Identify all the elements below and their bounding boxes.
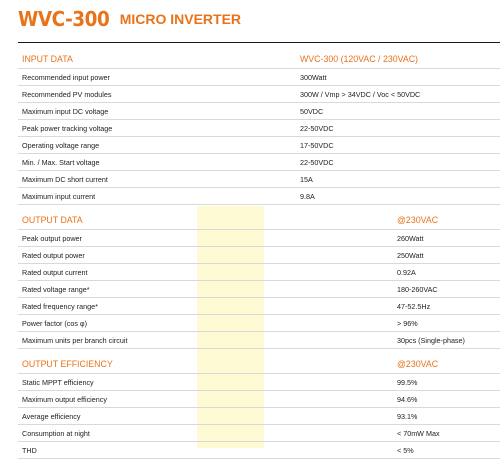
row-value: 50VDC bbox=[300, 106, 324, 116]
section-title: OUTPUT EFFICIENCY bbox=[22, 359, 113, 369]
table-row bbox=[18, 171, 500, 188]
table-row bbox=[18, 103, 500, 120]
table-row bbox=[18, 425, 500, 442]
row-label: Static MPPT efficiency bbox=[22, 377, 94, 387]
column-header: @230VAC bbox=[397, 215, 439, 225]
row-value: 17-50VDC bbox=[300, 140, 334, 150]
row-label: Power factor (cos φ) bbox=[22, 318, 87, 328]
row-label: Min. / Max. Start voltage bbox=[22, 157, 100, 167]
row-value: 22-50VDC bbox=[300, 123, 334, 133]
row-value: 47-52.5Hz bbox=[397, 301, 431, 311]
table-row bbox=[18, 374, 500, 391]
column-header: @230VAC bbox=[397, 359, 439, 369]
title-divider bbox=[18, 42, 500, 43]
row-label: Rated output current bbox=[22, 267, 88, 277]
section-title: OUTPUT DATA bbox=[22, 215, 83, 225]
row-label: Average efficiency bbox=[22, 411, 81, 421]
row-value: < 70mW Max bbox=[397, 428, 440, 438]
row-label: Rated voltage range* bbox=[22, 284, 90, 294]
row-value: 94.6% bbox=[397, 394, 418, 404]
table-row bbox=[18, 442, 500, 459]
table-row bbox=[18, 69, 500, 86]
row-value: 22-50VDC bbox=[300, 157, 334, 167]
row-label: Maximum output efficiency bbox=[22, 394, 107, 404]
table-row bbox=[18, 298, 500, 315]
table-row bbox=[18, 137, 500, 154]
table-row bbox=[18, 264, 500, 281]
row-value: 99.5% bbox=[397, 377, 418, 387]
product-type: MICRO INVERTER bbox=[119, 11, 242, 27]
efficiency-section-header bbox=[18, 355, 500, 374]
row-label: Maximum input current bbox=[22, 191, 96, 201]
row-value: 30pcs (Single-phase) bbox=[397, 335, 465, 345]
table-row bbox=[18, 120, 500, 137]
row-value: 300Watt bbox=[300, 72, 327, 82]
row-value: 300W / Vmp > 34VDC / Voc < 50VDC bbox=[300, 89, 421, 99]
row-value: 15A bbox=[300, 174, 313, 184]
row-value: 0.92A bbox=[397, 267, 416, 277]
row-label: Peak power tracking voltage bbox=[22, 123, 113, 133]
row-label: THD bbox=[22, 445, 37, 455]
table-row bbox=[18, 247, 500, 264]
row-label: Maximum units per branch circuit bbox=[22, 335, 128, 345]
row-label: Operating voltage range bbox=[22, 140, 100, 150]
table-row bbox=[18, 86, 500, 103]
row-label: Maximum input DC voltage bbox=[22, 106, 109, 116]
row-value: 9.8A bbox=[300, 191, 315, 201]
spec-table bbox=[18, 50, 500, 459]
table-row bbox=[18, 230, 500, 247]
row-label: Peak output power bbox=[22, 233, 82, 243]
row-label: Recommended PV modules bbox=[22, 89, 112, 99]
table-row bbox=[18, 332, 500, 349]
column-header: WVC-300 (120VAC / 230VAC) bbox=[300, 54, 418, 64]
section-title: INPUT DATA bbox=[22, 54, 73, 64]
row-value: < 5% bbox=[397, 445, 414, 455]
document-title bbox=[18, 7, 241, 35]
table-row bbox=[18, 188, 500, 205]
table-row bbox=[18, 408, 500, 425]
input-section-header bbox=[18, 50, 500, 69]
row-label: Rated output power bbox=[22, 250, 85, 260]
row-label: Recommended input power bbox=[22, 72, 110, 82]
table-row bbox=[18, 315, 500, 332]
row-label: Consumption at night bbox=[22, 428, 90, 438]
row-value: 260Watt bbox=[397, 233, 424, 243]
row-label: Rated frequency range* bbox=[22, 301, 98, 311]
row-label: Maximum DC short current bbox=[22, 174, 108, 184]
table-row bbox=[18, 391, 500, 408]
row-value: 93.1% bbox=[397, 411, 418, 421]
model-name: WVC-300 bbox=[18, 7, 110, 31]
output-section-header bbox=[18, 211, 500, 230]
table-row bbox=[18, 154, 500, 171]
row-value: > 96% bbox=[397, 318, 418, 328]
row-value: 180-260VAC bbox=[397, 284, 438, 294]
row-value: 250Watt bbox=[397, 250, 424, 260]
table-row bbox=[18, 281, 500, 298]
